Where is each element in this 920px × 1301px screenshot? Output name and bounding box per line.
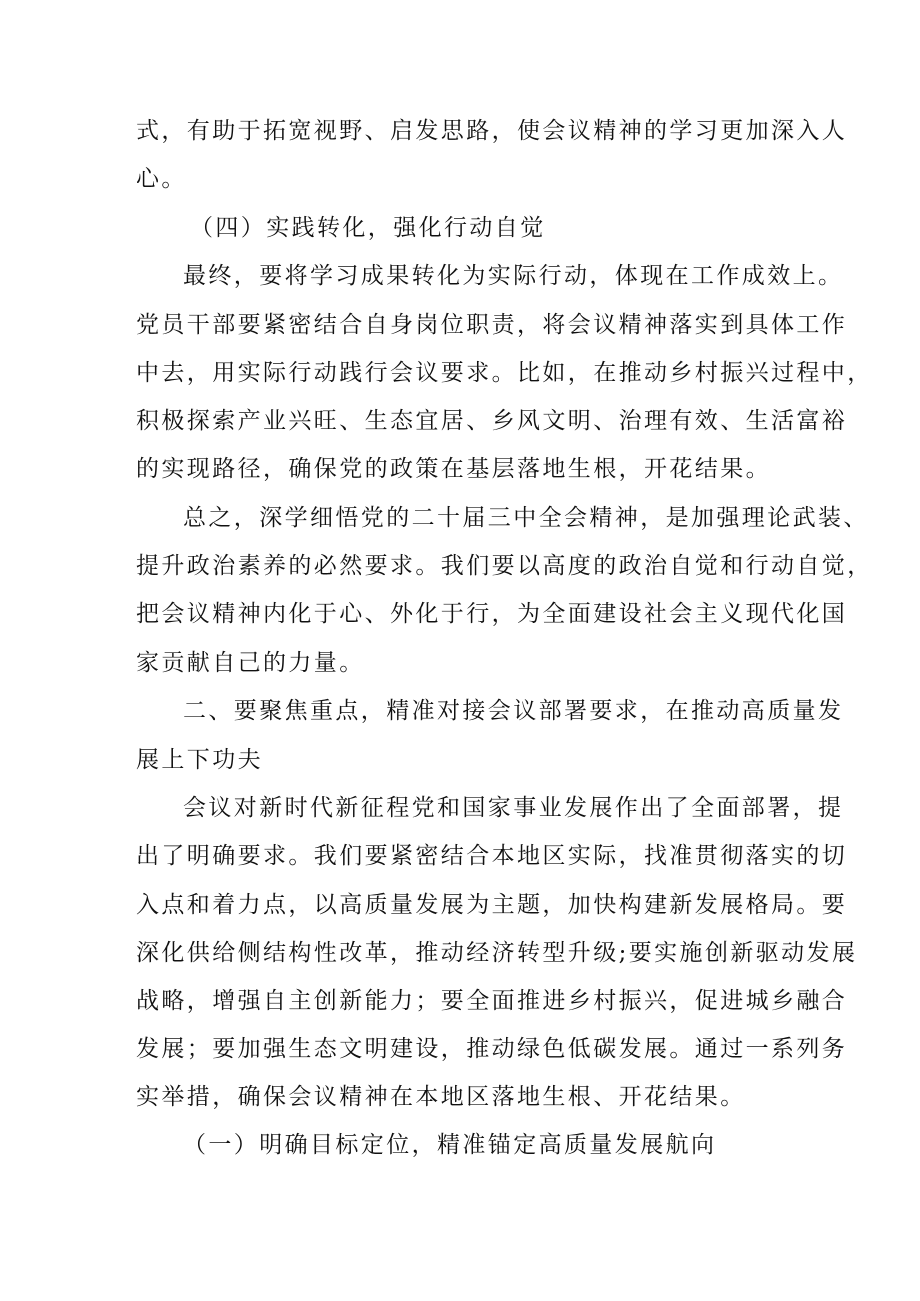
text-line: 实举措，确保会议精神在本地区落地生根、开花结果。 <box>136 1084 746 1110</box>
text-line: 出了明确要求。我们要紧密结合本地区实际，找准贯彻落实的切 <box>136 843 848 869</box>
text-line: 心。 <box>136 166 187 192</box>
text-line: 的实现路径，确保党的政策在基层落地生根，开花结果。 <box>136 456 771 482</box>
subheading-4: （四）实践转化，强化行动自觉 <box>190 215 546 241</box>
text-line: 家贡献自己的力量。 <box>136 650 365 676</box>
subheading-1: （一）明确目标定位，精准锚定高质量发展航向 <box>183 1132 717 1158</box>
text-line: 中去，用实际行动践行会议要求。比如，在推动乡村振兴过程中， <box>136 360 873 386</box>
text-line: 深化供给侧结构性改革，推动经济转型升级;要实施创新驱动发展 <box>136 940 858 966</box>
section-heading: 二、要聚焦重点，精准对接会议部署要求，在推动高质量发 <box>183 698 844 724</box>
text-line: 积极探索产业兴旺、生态宜居、乡风文明、治理有效、生活富裕 <box>136 408 848 434</box>
paragraph-start: 会议对新时代新征程党和国家事业发展作出了全面部署，提 <box>183 795 844 821</box>
text-line: 战略，增强自主创新能力；要全面推进乡村振兴，促进城乡融合 <box>136 988 848 1014</box>
text-line: 党员干部要紧密结合自身岗位职责，将会议精神落实到具体工作 <box>136 312 848 338</box>
paragraph-start: 总之，深学细悟党的二十届三中全会精神，是加强理论武装、 <box>183 505 869 531</box>
text-line: 提升政治素养的必然要求。我们要以高度的政治自觉和行动自觉， <box>136 553 873 579</box>
text-line: 把会议精神内化于心、外化于行，为全面建设社会主义现代化国 <box>136 601 848 627</box>
section-heading-cont: 展上下功夫 <box>136 747 263 773</box>
text-line: 入点和着力点，以高质量发展为主题，加快构建新发展格局。要 <box>136 892 848 918</box>
text-line: 式，有助于拓宽视野、启发思路，使会议精神的学习更加深入人 <box>136 118 848 144</box>
text-line: 发展；要加强生态文明建设，推动绿色低碳发展。通过一系列务 <box>136 1036 848 1062</box>
paragraph-start: 最终，要将学习成果转化为实际行动，体现在工作成效上。 <box>183 263 844 289</box>
